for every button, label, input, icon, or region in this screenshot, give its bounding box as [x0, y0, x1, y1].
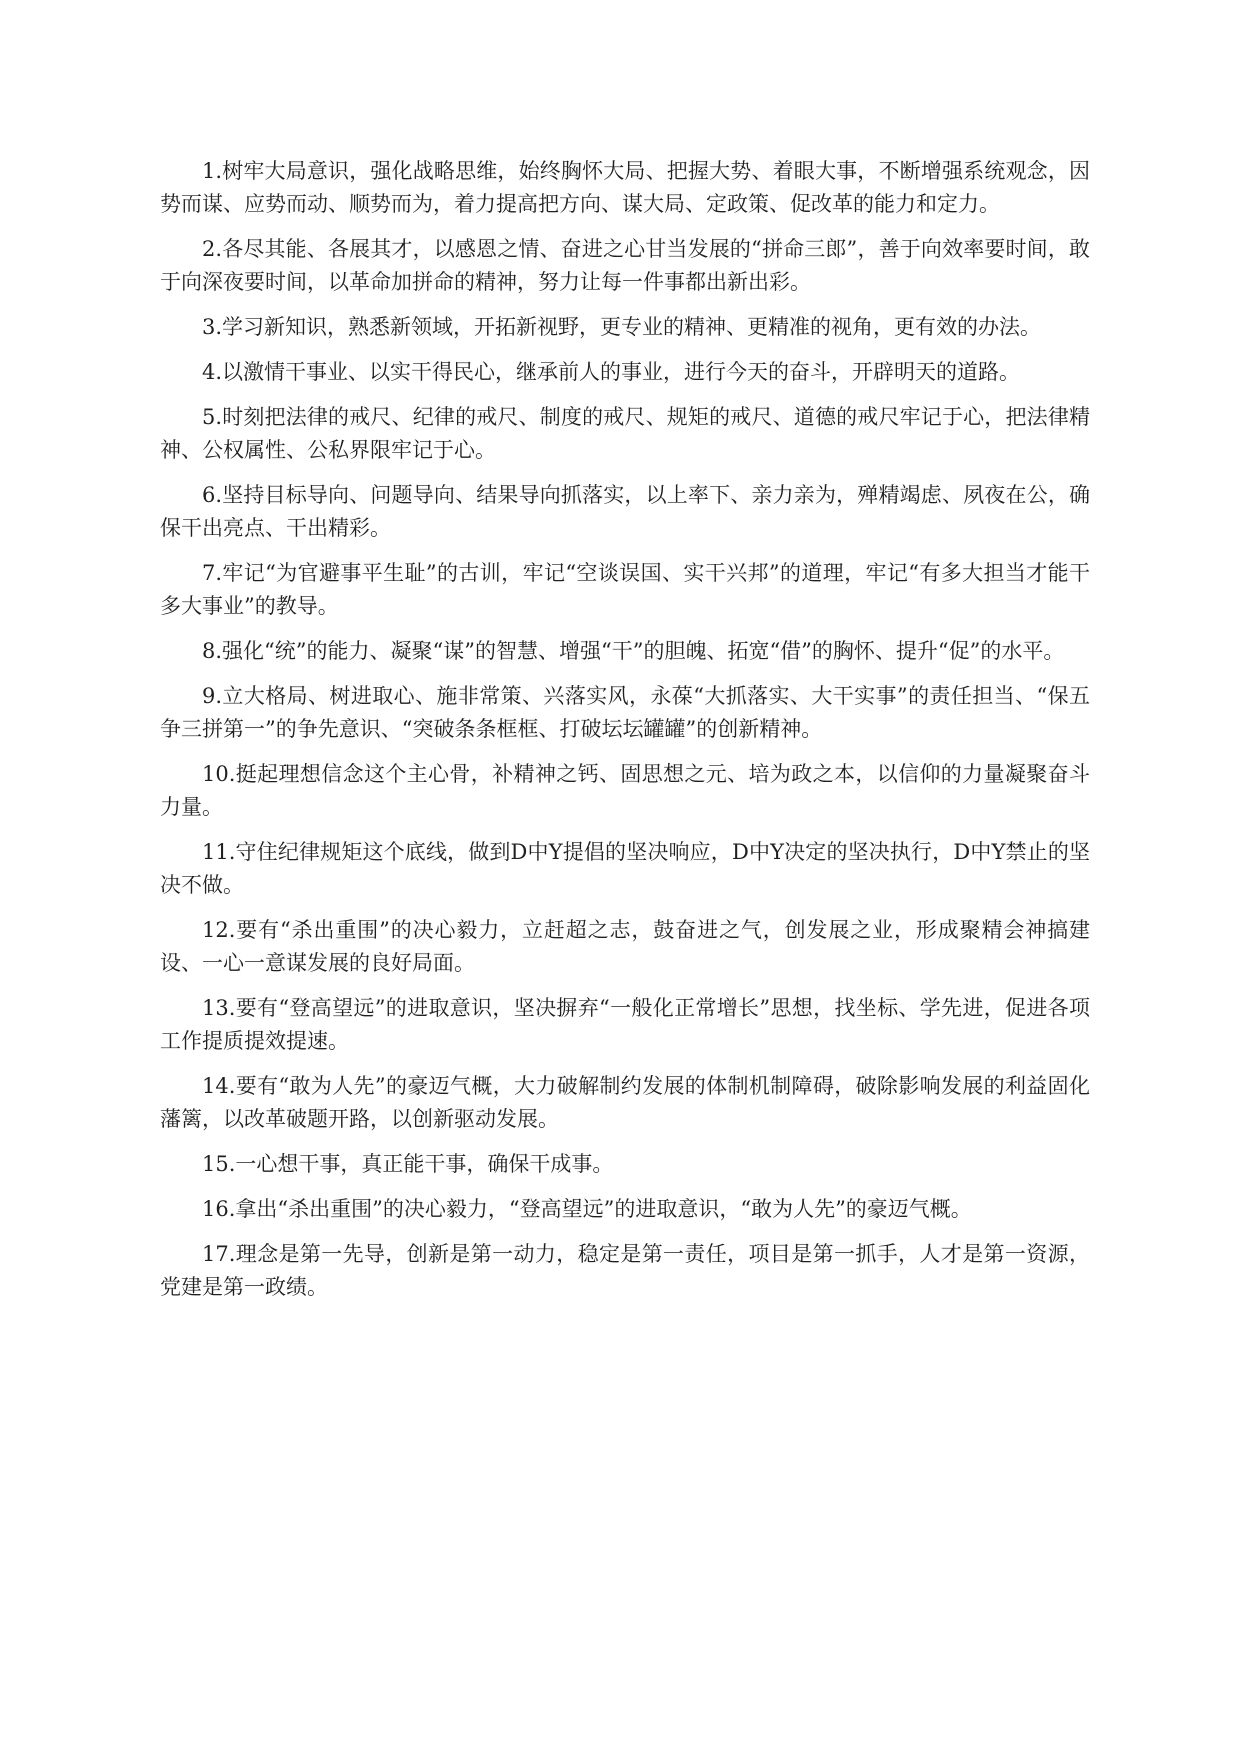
paragraph-13: 13.要有“登高望远”的进取意识，坚决摒弃“一般化正常增长”思想，找坐标、学先进，促进各项工作提质提效提速。 — [160, 996, 1090, 1053]
paragraph-14: 14.要有“敢为人先”的豪迈气概，大力破解制约发展的体制机制障碍，破除影响发展的利益固化藩篱，以改革破题开路，以创新驱动发展。 — [160, 1074, 1090, 1131]
paragraph-15: 15.一心想干事，真正能干事，确保干成事。 — [202, 1152, 614, 1176]
paragraph-5: 5.时刻把法律的戒尺、纪律的戒尺、制度的戒尺、规矩的戒尺、道德的戒尺牢记于心，把法律精神、公权属性、公私界限牢记于心。 — [160, 405, 1090, 462]
paragraph-16: 16.拿出“杀出重围”的决心毅力，“登高望远”的进取意识，“敢为人先”的豪迈气概。 — [202, 1197, 972, 1221]
paragraph-10: 10.挺起理想信念这个主心骨，补精神之钙、固思想之元、培为政之本，以信仰的力量凝聚奋斗力量。 — [160, 762, 1090, 819]
paragraph-1: 1.树牢大局意识，强化战略思维，始终胸怀大局、把握大势、着眼大事，不断增强系统观念，因势而谋、应势而动、顺势而为，着力提高把方向、谋大局、定政策、促改革的能力和定力。 — [160, 159, 1090, 216]
paragraph-6: 6.坚持目标导向、问题导向、结果导向抓落实，以上率下、亲力亲为，殚精竭虑、夙夜在公，确保干出亮点、干出精彩。 — [160, 483, 1090, 540]
document-body — [160, 155, 1090, 1316]
paragraph-2: 2.各尽其能、各展其才，以感恩之情、奋进之心甘当发展的“拼命三郎”，善于向效率要时间，敢于向深夜要时间，以革命加拼命的精神，努力让每一件事都出新出彩。 — [160, 237, 1090, 294]
paragraph-12: 12.要有“杀出重围”的决心毅力，立赶超之志，鼓奋进之气，创发展之业，形成聚精会神搞建设、一心一意谋发展的良好局面。 — [160, 918, 1090, 975]
paragraph-3: 3.学习新知识，熟悉新领域，开拓新视野，更专业的精神、更精准的视角，更有效的办法。 — [202, 315, 1042, 339]
paragraph-17: 17.理念是第一先导，创新是第一动力，稳定是第一责任，项目是第一抓手，人才是第一资源，党建是第一政绩。 — [160, 1242, 1090, 1299]
paragraph-7: 7.牢记“为官避事平生耻”的古训，牢记“空谈误国、实干兴邦”的道理，牢记“有多大担当才能干多大事业”的教导。 — [160, 561, 1090, 618]
paragraph-9: 9.立大格局、树进取心、施非常策、兴落实风，永葆“大抓落实、大干实事”的责任担当、“保五争三拼第一”的争先意识、“突破条条框框、打破坛坛罐罐”的创新精神。 — [160, 684, 1090, 741]
paragraph-8: 8.强化“统”的能力、凝聚“谋”的智慧、增强“干”的胆魄、拓宽“借”的胸怀、提升“促”的水平。 — [202, 639, 1065, 663]
paragraph-4: 4.以激情干事业、以实干得民心，继承前人的事业，进行今天的奋斗，开辟明天的道路。 — [202, 360, 1021, 384]
paragraph-11: 11.守住纪律规矩这个底线，做到D中Y提倡的坚决响应，D中Y决定的坚决执行，D中Y禁止的坚决不做。 — [160, 840, 1090, 897]
